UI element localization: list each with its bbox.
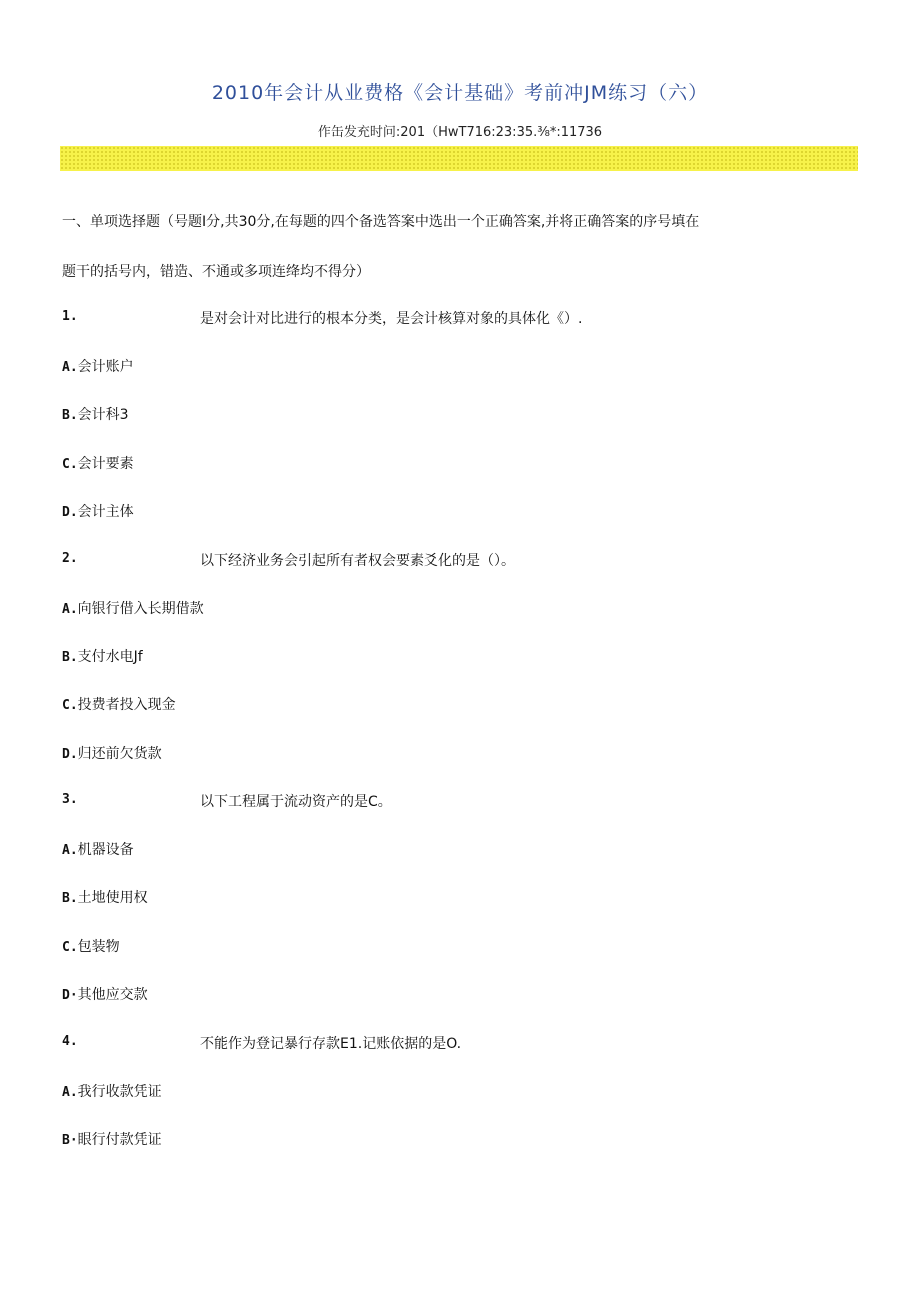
- section-heading-line2: 题干的括号内，错造、不通或多项连绛均不得分）: [62, 264, 370, 280]
- option-text: 会计账户: [77, 359, 134, 375]
- option: [62, 453, 134, 473]
- question-number: 3.: [62, 792, 78, 807]
- question-number: 1.: [62, 309, 78, 324]
- option-text: 眼行付款凭证: [77, 1132, 162, 1148]
- question-text: 以下经济业务会引起所有者权会要素爻化的是（）。: [200, 553, 515, 569]
- option-key: D.: [62, 505, 78, 520]
- option-key: C.: [62, 940, 78, 955]
- option-key: A.: [62, 843, 78, 858]
- option: [62, 887, 148, 907]
- option-text: 土地使用权: [77, 890, 148, 906]
- option-key: B.: [62, 408, 78, 423]
- option: [62, 1081, 162, 1101]
- option-text: 归还前欠货款: [77, 746, 162, 762]
- option-text: 我行收款凭证: [77, 1084, 162, 1100]
- option-text: 包装物: [77, 939, 120, 955]
- option-text: 其他应交款: [77, 987, 148, 1003]
- option: [62, 598, 204, 618]
- option: [62, 646, 143, 666]
- option-key: B.: [62, 650, 78, 665]
- option-key: C.: [62, 457, 78, 472]
- option-key: A.: [62, 360, 78, 375]
- option: [62, 694, 176, 714]
- option-text: 投费者投入现金: [77, 697, 176, 713]
- option-key: D.: [62, 747, 78, 762]
- question-text: 不能作为登记暴行存款E1.记账依据的是O.: [200, 1036, 462, 1052]
- option-key: A.: [62, 602, 78, 617]
- section-heading-line1: 一、单项选择题（号题I分,共30分,在每题的四个备选答案中选出一个正确答案,并将正确答案的序号填在: [62, 214, 700, 230]
- option: [62, 839, 134, 859]
- option-key: A.: [62, 1085, 78, 1100]
- option-key: B.: [62, 891, 78, 906]
- option: [62, 743, 162, 763]
- option-text: 会计主体: [77, 504, 134, 520]
- option: [62, 936, 120, 956]
- option-text: 会计要素: [77, 456, 134, 472]
- highlight-band: [60, 146, 858, 171]
- option-text: 机器设备: [77, 842, 134, 858]
- option-text: 会计科3: [77, 407, 129, 423]
- question-number: 2.: [62, 551, 78, 566]
- option: [62, 501, 134, 521]
- option-key: C.: [62, 698, 78, 713]
- option: [62, 404, 129, 424]
- option-key: D·: [62, 988, 78, 1003]
- question-text: 是对会计对比进行的根本分类，是会计核算对象的具体化《）.: [200, 311, 583, 327]
- option-key: B·: [62, 1133, 78, 1148]
- page-title: 2010年会计从业费格《会计基础》考前冲JM练习（六）: [211, 82, 709, 104]
- option: [62, 1129, 162, 1149]
- option: [62, 356, 134, 376]
- option-text: 向银行借入长期借款: [77, 601, 204, 617]
- question-number: 4.: [62, 1034, 78, 1049]
- publish-time: 作缶发充时问:201（HwT716:23:35.⅜*:11736: [317, 125, 603, 140]
- option: [62, 984, 148, 1004]
- option-text: 支付水电Jf: [77, 649, 143, 665]
- question-text: 以下工程属于流动资产的是C。: [200, 794, 392, 810]
